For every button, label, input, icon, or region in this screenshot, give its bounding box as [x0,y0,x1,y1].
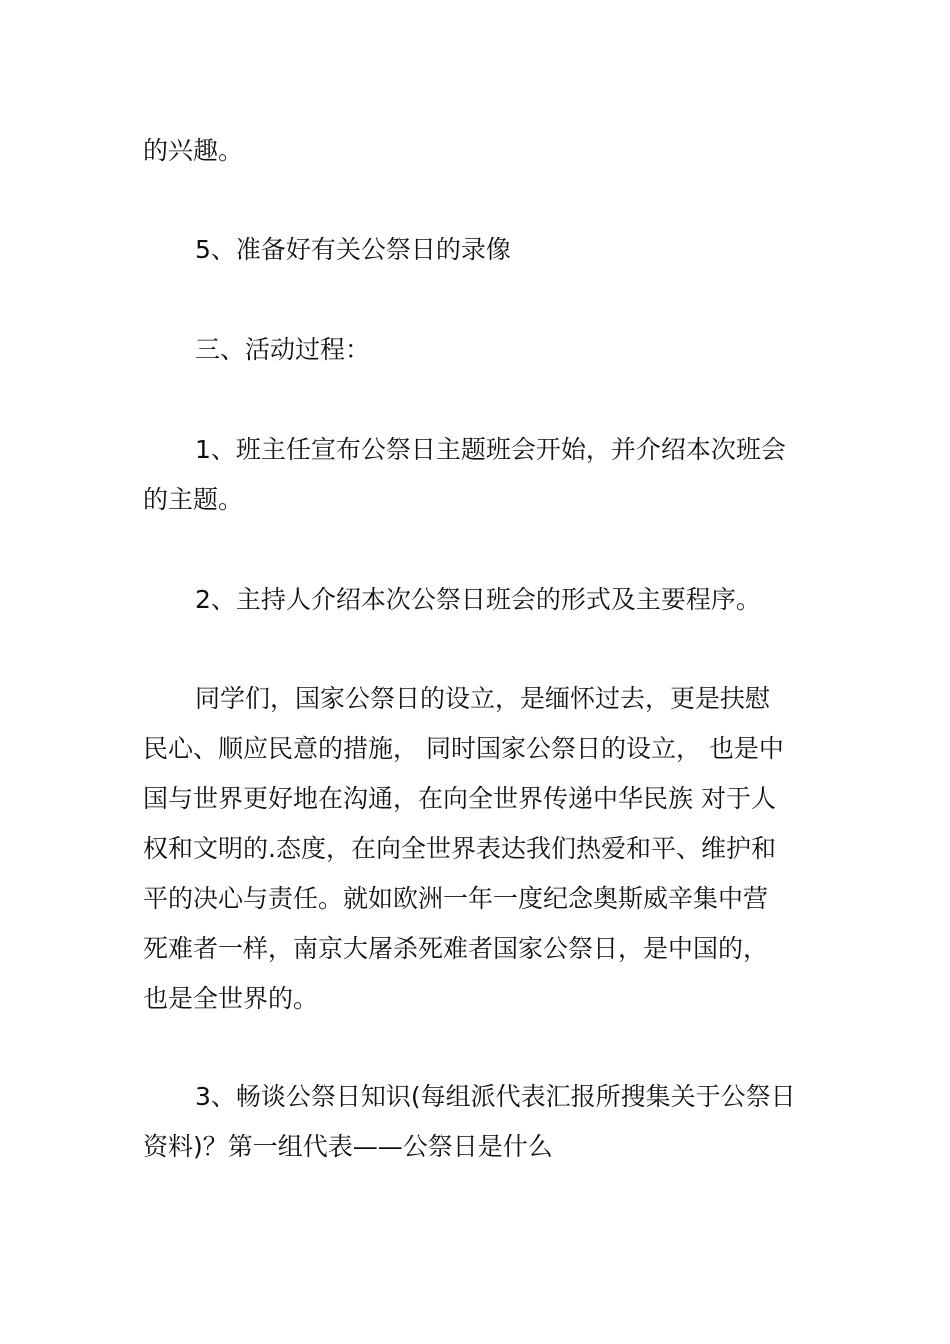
text-line: 同学们，国家公祭日的设立，是缅怀过去，更是扶慰 [195,684,771,713]
text-line: 死难者一样，南京大屠杀死难者国家公祭日，是中国的， [143,934,769,963]
paragraph-item-5 [143,225,807,275]
paragraph-speech [143,674,807,1024]
text-line: 的主题。 [143,485,244,514]
text-line: 民心、顺应民意的措施， 同时国家公祭日的设立， 也是中 [143,734,784,763]
text-line: 平的决心与责任。就如欧洲一年一度纪念奥斯威辛集中营 [143,884,769,913]
text-line: 的兴趣。 [143,136,244,165]
text-line: 资料)？第一组代表——公祭日是什么 [143,1132,553,1161]
paragraph-item-1 [143,425,807,525]
text-line: 也是全世界的。 [143,984,319,1013]
text-line: 1、班主任宣布公祭日主题班会开始，并介绍本次班会 [195,435,786,464]
text-line: 5、准备好有关公祭日的录像 [195,235,511,264]
section-heading-activity-process [143,325,807,375]
paragraph-item-2 [143,575,807,625]
paragraph-continuation [143,126,807,176]
paragraph-item-3 [143,1072,807,1172]
text-line: 3、畅谈公祭日知识(每组派代表汇报所搜集关于公祭日 [195,1082,796,1111]
text-line: 国与世界更好地在沟通，在向全世界传递中华民族 对于人 [143,784,776,813]
text-line: 权和文明的.态度，在向全世界表达我们热爱和平、维护和 [143,834,776,863]
text-line: 2、主持人介绍本次公祭日班会的形式及主要程序。 [195,585,761,614]
text-line: 三、活动过程： [195,335,371,364]
